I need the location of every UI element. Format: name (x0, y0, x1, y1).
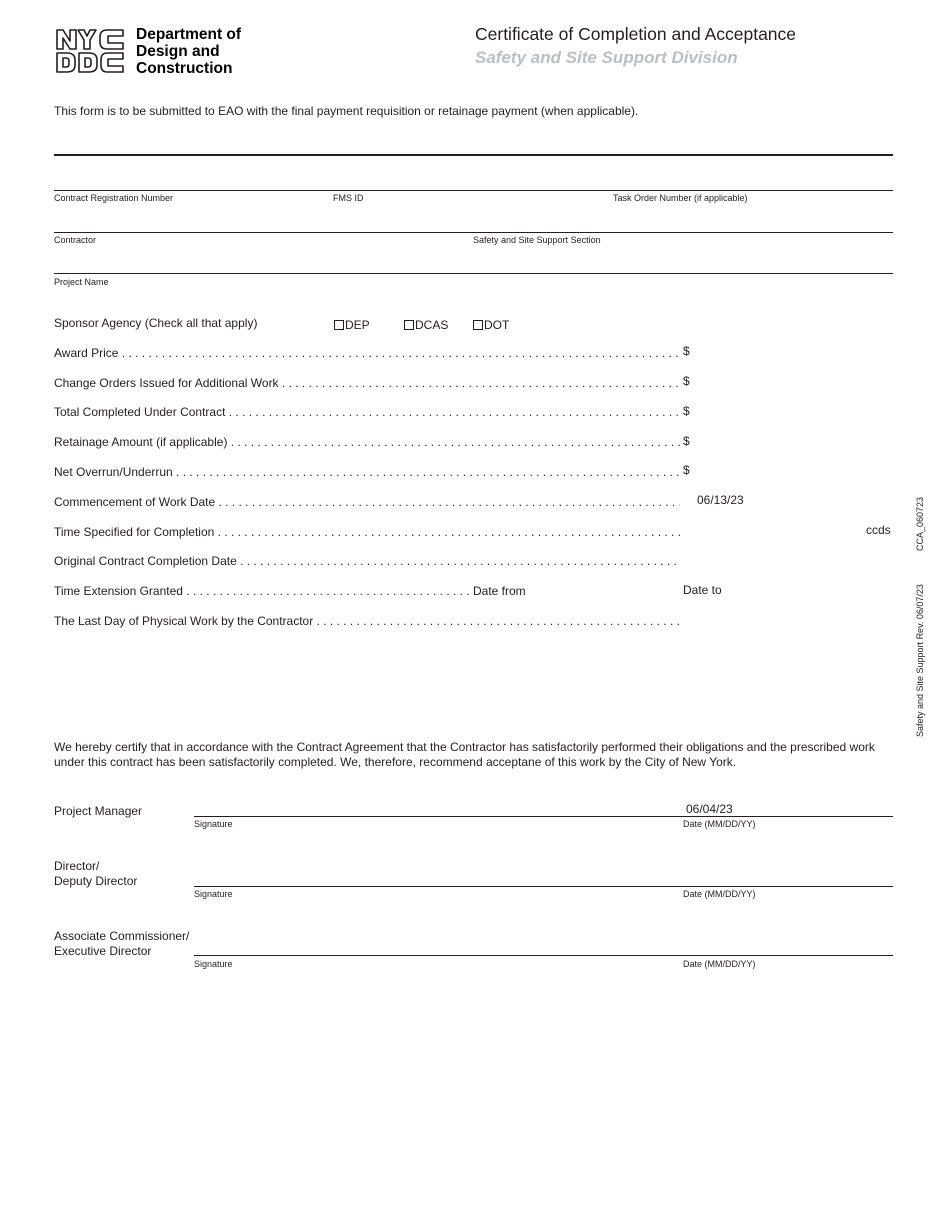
checkbox-label: DEP (345, 318, 370, 332)
time-specified-unit: ccds (866, 523, 891, 537)
date-to-label: Date to (683, 583, 722, 597)
date-label: Date (MM/DD/YY) (683, 959, 756, 969)
checkbox-label: DOT (484, 318, 510, 332)
checkbox-icon[interactable] (404, 320, 414, 330)
director-signature-line[interactable] (194, 886, 893, 887)
signature-label: Signature (194, 959, 233, 969)
sponsor-agency-label: Sponsor Agency (Check all that apply) (54, 316, 258, 330)
change-orders-currency: $ (683, 374, 690, 388)
checkbox-dot[interactable] (473, 318, 509, 332)
form-revision: Safety and Site Support Rev. 06/07/23 (915, 584, 925, 737)
logo-text: NYC DDC (55, 27, 60, 28)
director-label (54, 859, 137, 889)
checkbox-dep[interactable] (334, 318, 370, 332)
total-completed-currency: $ (683, 404, 690, 418)
associate-commissioner-signature-line[interactable] (194, 955, 893, 956)
associate-commissioner-label (54, 929, 189, 959)
nyc-ddc-logo-icon (55, 27, 125, 75)
task-order-number-field[interactable]: Task Order Number (if applicable) (613, 193, 748, 203)
contract-registration-number-field[interactable]: Contract Registration Number (54, 193, 174, 203)
contractor-field[interactable]: Contractor (54, 235, 97, 245)
director-label-line-1: Director/ (54, 859, 100, 873)
associate-commissioner-label-line-2: Executive Director (54, 944, 152, 958)
department-line-1: Department of (136, 26, 242, 43)
project-manager-signature-line[interactable] (194, 816, 893, 817)
department-line-3: Construction (136, 60, 233, 77)
award-price-label: Award Price . . . (54, 346, 680, 360)
project-manager-date-value[interactable]: 06/04/23 (686, 802, 733, 816)
time-extension-label: Time Extension Granted . . . (54, 584, 471, 598)
checkbox-label: DCAS (415, 318, 449, 332)
date-label: Date (MM/DD/YY) (683, 819, 756, 829)
total-completed-label: Total Completed Under Contract . . . (54, 405, 680, 419)
award-price-currency: $ (683, 344, 690, 358)
checkbox-icon[interactable] (473, 320, 483, 330)
field-line (54, 273, 893, 274)
date-label: Date (MM/DD/YY) (683, 889, 756, 899)
last-day-work-label: The Last Day of Physical Work by the Contractor . . . (54, 614, 680, 628)
retainage-amount-label: Retainage Amount (if applicable) . . . (54, 435, 680, 449)
department-line-2: Design and (136, 43, 220, 60)
net-overrun-label: Net Overrun/Underrun . . . (54, 465, 680, 479)
associate-commissioner-label-line-1: Associate Commissioner/ (54, 929, 190, 943)
field-line (54, 190, 893, 191)
director-label-line-2: Deputy Director (54, 874, 138, 888)
divider (54, 154, 893, 156)
checkbox-icon[interactable] (334, 320, 344, 330)
safety-section-field[interactable]: Safety and Site Support Section (473, 235, 601, 245)
certification-text: We hereby certify that in accordance with the Contract Agreement that the Contractor has satisfactorily performed their obligations and the prescribed work under this contract has been satisfactorily completed. We, therefore, recommend acceptane of this work by the City of New York. (54, 740, 875, 769)
signature-label: Signature (194, 889, 233, 899)
net-overrun-currency: $ (683, 463, 690, 477)
intro-text: This form is to be submitted to EAO with the final payment requisition or retainage payment (when applicable). (54, 104, 639, 118)
project-manager-label: Project Manager (54, 804, 143, 818)
project-name-field[interactable]: Project Name (54, 277, 109, 287)
fms-id-field[interactable]: FMS ID (333, 193, 364, 203)
checkbox-dcas[interactable] (404, 318, 448, 332)
signature-label: Signature (194, 819, 233, 829)
page-subtitle: Safety and Site Support Division (475, 48, 738, 67)
field-line (54, 232, 893, 233)
form-code: CCA_060723 (915, 496, 925, 551)
commencement-date-label: Commencement of Work Date . . . (54, 495, 680, 509)
page-title: Certificate of Completion and Acceptance (475, 24, 797, 44)
original-completion-date-label: Original Contract Completion Date . . . (54, 554, 680, 568)
date-from-label: Date from (473, 584, 526, 598)
commencement-date-value[interactable]: 06/13/23 (697, 493, 744, 507)
time-specified-label: Time Specified for Completion . . . (54, 525, 680, 539)
change-orders-label: Change Orders Issued for Additional Work . . . (54, 376, 680, 390)
retainage-amount-currency: $ (683, 434, 690, 448)
department-name (136, 26, 241, 77)
